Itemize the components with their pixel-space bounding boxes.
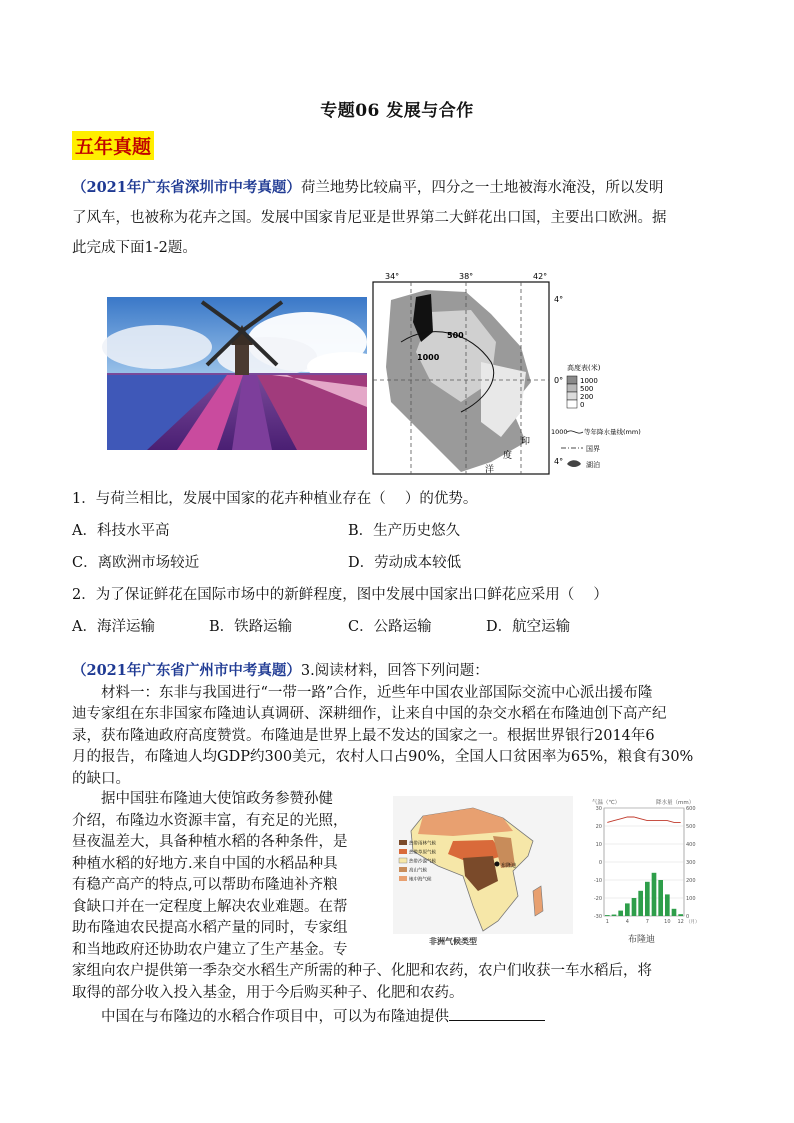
precip-bar [658, 880, 663, 916]
lon-38: 38° [459, 272, 474, 281]
q2-option-b: B．铁路运输 [209, 619, 293, 635]
month-tick: 10 [664, 919, 671, 925]
lat-0: 0° [554, 376, 564, 385]
precip-bar [665, 894, 670, 916]
legend-border: 国界 [586, 445, 600, 453]
m2-line4: 种植水稻的好地方.来自中国的水稻品种具 [72, 855, 338, 872]
precip-bar [605, 915, 610, 916]
month-tick: 4 [625, 919, 629, 925]
m2-line2: 介绍，布隆边水资源丰富，有充足的光照， [72, 812, 348, 829]
m2-line7: 助布隆迪农民提高水稻产量的同时，专家组 [72, 920, 348, 936]
q1-source: （2021年广东省深圳市中考真题） [72, 179, 301, 196]
m1-line1: 材料一：东非与我国进行“一带一路”合作，近些年中国农业部国际交流中心派出援布隆 [101, 684, 653, 701]
question-2: 2．为了保证鲜花在国际市场中的新鲜程度，图中发展中国家出口鲜花应采用（ ） [72, 587, 608, 603]
q1-intro-line3: 此完成下面1-2题。 [72, 240, 197, 256]
q2-option-c: C．公路运输 [348, 619, 432, 635]
ocean-char-2: 度 [503, 451, 513, 461]
q3-source: （2021年广东省广州市中考真题） [72, 662, 301, 679]
africa-map-caption: 非洲气候类型 [429, 937, 477, 946]
temp-tick: -10 [593, 877, 602, 884]
contour-1000: 1000 [417, 353, 440, 362]
q2-option-d: D．航空运输 [486, 619, 571, 635]
temperature-line [607, 817, 680, 822]
temp-axis-title: 气温（℃） [592, 800, 621, 806]
month-unit: （月） [686, 920, 700, 925]
q3-material-1 [72, 660, 732, 790]
precip-tick: 0 [686, 913, 690, 920]
precip-axis-title: 降水量（mm） [656, 800, 695, 806]
m2-line3: 昼夜温差大，具备种植水稻的各种条件，是 [72, 834, 348, 850]
page-title: 专题06 发展与合作 [320, 101, 474, 121]
temp-tick: 0 [598, 859, 602, 866]
m1-line4: 月的报告，布隆迪人均GDP约300美元，农村人口占90%，全国人口贫困率为65%，粮食有30% [72, 749, 694, 765]
lat-4n: 4° [554, 295, 564, 304]
month-tick: 1 [605, 919, 609, 925]
legend-level-200: 200 [580, 393, 594, 401]
q3-material-2-tail [72, 961, 752, 1004]
temp-tick: -30 [593, 913, 602, 920]
africa-legend-3: 热带沙漠气候 [409, 859, 436, 865]
climate-chart-label: 布隆迪 [628, 935, 656, 945]
q1-intro-line1: 荷兰地势比较扁平，四分之一土地被海水淹没，所以发明 [300, 180, 664, 196]
lon-42: 42° [533, 272, 548, 281]
month-tick: 7 [645, 919, 649, 925]
africa-legend-5: 地中海气候 [409, 877, 432, 883]
question-1: 1．与荷兰相比，发展中国家的花卉种植业存在（ ）的优势。 [72, 491, 478, 507]
precip-bar [652, 873, 657, 916]
section-badge: 五年真题 [72, 131, 154, 160]
precip-bar [625, 903, 630, 916]
precip-tick: 100 [686, 895, 696, 902]
legend-lake: 湖泊 [586, 461, 600, 469]
legend-isohyet-value: 1000 [551, 428, 568, 436]
precip-bar [638, 891, 643, 916]
africa-climate-map [393, 796, 573, 946]
legend-isohyet: 等年降水量线(mm) [584, 428, 641, 436]
answer-blank[interactable] [449, 1006, 545, 1021]
temp-tick: 20 [595, 823, 602, 830]
m2-line5: 有稳产高产的特点,可以帮助布隆迪补齐粮 [72, 877, 338, 893]
q3-question [101, 1006, 545, 1029]
legend-level-500: 500 [580, 385, 594, 393]
legend-level-1000: 1000 [580, 377, 598, 385]
m1-line2: 迪专家组在东非国家布隆迪认真调研、深耕细作，让来自中国的杂交水稻在布隆迪创下高产纪 [72, 706, 667, 722]
contour-500: 500 [447, 331, 464, 340]
q3-lead: 3.阅读材料，回答下列问题： [300, 663, 489, 679]
month-tick: 12 [677, 919, 684, 925]
legend-title: 高度表(米) [567, 364, 601, 372]
temp-tick: 30 [595, 805, 602, 812]
m1-line3: 录，获布隆迪政府高度赞赏。布隆迪是世界上最不发达的国家之一。根据世界银行2014年6 [72, 727, 655, 744]
africa-burundi-label: 布隆迪 [501, 863, 517, 869]
precip-bar [678, 914, 683, 916]
ocean-char-3: 洋 [485, 465, 495, 475]
temp-tick: 10 [595, 841, 602, 848]
lon-34: 34° [385, 272, 400, 281]
q1-option-d: D．劳动成本较低 [348, 555, 462, 571]
precip-bar [672, 909, 677, 916]
m2-line1: 据中国驻布隆迪大使馆政务参赞孙健 [101, 791, 333, 807]
africa-legend-1: 热带雨林气候 [409, 841, 436, 847]
precip-tick: 300 [686, 859, 696, 866]
precip-bar [645, 882, 650, 916]
precip-bar [632, 898, 637, 916]
africa-legend-2: 热带草原气候 [409, 850, 436, 856]
m1-line5: 的缺口。 [72, 770, 130, 787]
precip-tick: 600 [686, 805, 696, 812]
legend-level-0: 0 [580, 401, 585, 409]
m2-line8: 和当地政府还协助农户建立了生产基金。专 [72, 941, 348, 958]
q3-question-text: 中国在与布隆边的水稻合作项目中，可以为布隆迪提供 [101, 1009, 449, 1025]
q1-option-a: A．科技水平高 [72, 523, 170, 539]
precip-bar [612, 915, 617, 916]
q1-intro-line2: 了风车，也被称为花卉之国。发展中国家肯尼亚是世界第二大鲜花出口国，主要出口欧洲。据 [72, 210, 667, 226]
q1-option-c: C．离欧洲市场较近 [72, 555, 200, 571]
burundi-climate-chart [586, 796, 706, 946]
q1-option-b: B．生产历史悠久 [348, 523, 461, 539]
q3-material-2 [72, 789, 382, 961]
m2-line6: 食缺口并在一定程度上解决农业难题。在帮 [72, 898, 348, 915]
q2-option-a: A．海洋运输 [72, 619, 155, 635]
ocean-char-1: 印 [521, 437, 531, 447]
temp-tick: -20 [593, 895, 602, 902]
q1-intro [72, 173, 752, 263]
m2-tail-line2: 取得的部分收入投入基金，用于今后购买种子、化肥和农药。 [72, 984, 464, 1001]
precip-tick: 400 [686, 841, 696, 848]
precip-tick: 200 [686, 877, 696, 884]
precip-bar [618, 911, 623, 916]
africa-legend-4: 高山气候 [409, 868, 427, 874]
windmill-tulip-photo [107, 297, 367, 450]
kenya-map [371, 272, 641, 478]
m2-tail-line1: 家组向农户提供第一季杂交水稻生产所需的种子、化肥和农药，农户们收获一车水稻后，将 [72, 963, 652, 979]
lat-4s: 4° [554, 457, 564, 466]
precip-tick: 500 [686, 823, 696, 830]
